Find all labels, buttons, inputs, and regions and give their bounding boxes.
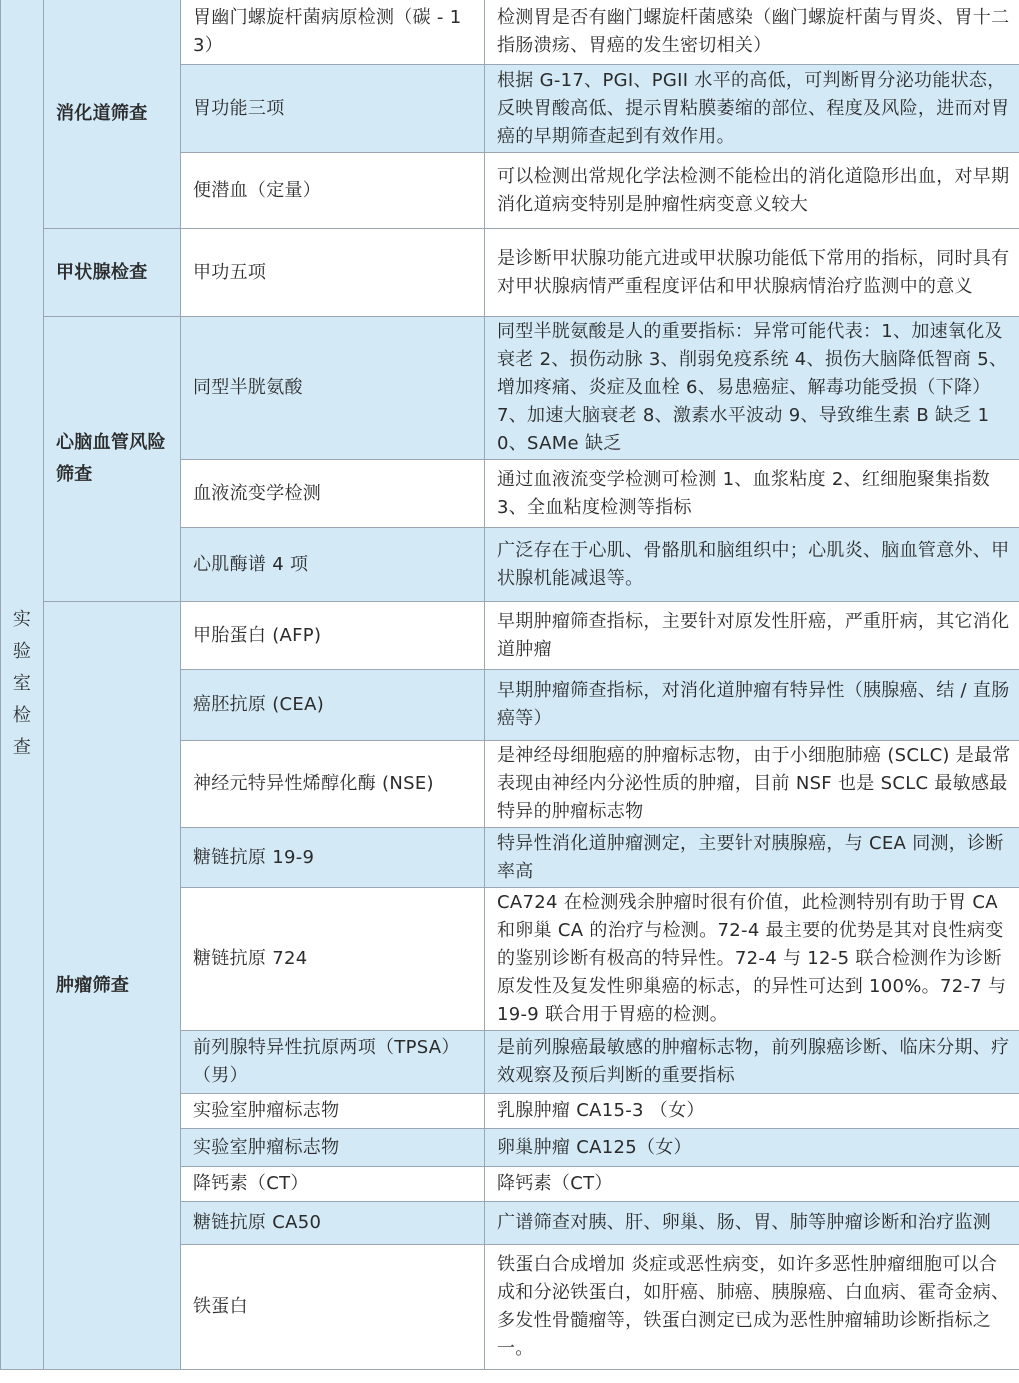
item-description: 是前列腺癌最敏感的肿瘤标志物，前列腺癌诊断、临床分期、疗效观察及预后判断的重要指标 bbox=[485, 1031, 1019, 1094]
item-name: 血液流变学检测 bbox=[181, 460, 485, 528]
group-thyroid: 甲状腺检查 bbox=[44, 229, 181, 317]
item-name: 神经元特异性烯醇化酶 (NSE) bbox=[181, 741, 485, 828]
item-name: 便潜血（定量） bbox=[181, 153, 485, 229]
item-name: 癌胚抗原 (CEA) bbox=[181, 670, 485, 741]
item-name: 糖链抗原 19-9 bbox=[181, 828, 485, 888]
item-name: 甲功五项 bbox=[181, 229, 485, 317]
table-row bbox=[1, 602, 1019, 670]
item-description: 特异性消化道肿瘤测定，主要针对胰腺癌，与 CEA 同测，诊断率高 bbox=[485, 828, 1019, 888]
item-name: 糖链抗原 724 bbox=[181, 888, 485, 1031]
item-description: 是神经母细胞癌的肿瘤标志物，由于小细胞肺癌 (SCLC) 是最常表现由神经内分泌性质的肿瘤，目前 NSF 也是 SCLC 最敏感最特异的肿瘤标志物 bbox=[485, 741, 1019, 828]
item-description: 早期肿瘤筛查指标，对消化道肿瘤有特异性（胰腺癌、结 / 直肠癌等） bbox=[485, 670, 1019, 741]
item-name: 前列腺特异性抗原两项（TPSA）（男） bbox=[181, 1031, 485, 1094]
item-description: 广谱筛查对胰、肝、卵巢、肠、胃、肺等肿瘤诊断和治疗监测 bbox=[485, 1202, 1019, 1245]
item-description: 乳腺肿瘤 CA15-3 （女） bbox=[485, 1094, 1019, 1129]
item-description: 早期肿瘤筛查指标，主要针对原发性肝癌，严重肝病，其它消化道肿瘤 bbox=[485, 602, 1019, 670]
table-row bbox=[1, 317, 1019, 460]
table-row bbox=[1, 229, 1019, 317]
group-digestive: 消化道筛查 bbox=[44, 0, 181, 229]
item-name: 铁蛋白 bbox=[181, 1245, 485, 1370]
item-description: 可以检测出常规化学法检测不能检出的消化道隐形出血，对早期消化道病变特别是肿瘤性病变意义较大 bbox=[485, 153, 1019, 229]
group-tumor: 肿瘤筛查 bbox=[44, 602, 181, 1370]
item-name: 实验室肿瘤标志物 bbox=[181, 1129, 485, 1167]
item-name: 胃功能三项 bbox=[181, 65, 485, 153]
section-label: 实验室检查 bbox=[1, 0, 44, 1370]
item-description: 是诊断甲状腺功能亢进或甲状腺功能低下常用的指标，同时具有对甲状腺病情严重程度评估和甲状腺病情治疗监测中的意义 bbox=[485, 229, 1019, 317]
item-name: 糖链抗原 CA50 bbox=[181, 1202, 485, 1245]
item-description: 同型半胱氨酸是人的重要指标：异常可能代表：1、加速氧化及衰老 2、损伤动脉 3、削弱免疫系统 4、损伤大脑降低智商 5、增加疼痛、炎症及血栓 6、易患癌症、解毒功能受损（下降）7、加速大脑衰老 8、激素水平波动 9、导致维生素 B 缺乏 10、SAMe 缺乏 bbox=[485, 317, 1019, 460]
table-row bbox=[1, 0, 1019, 65]
item-description: 降钙素（CT） bbox=[485, 1167, 1019, 1202]
item-name: 同型半胱氨酸 bbox=[181, 317, 485, 460]
item-name: 降钙素（CT） bbox=[181, 1167, 485, 1202]
item-description: 广泛存在于心肌、骨骼肌和脑组织中；心肌炎、脑血管意外、甲状腺机能减退等。 bbox=[485, 528, 1019, 602]
item-name: 甲胎蛋白 (AFP) bbox=[181, 602, 485, 670]
group-cardio: 心脑血管风险筛查 bbox=[44, 317, 181, 602]
item-description: 通过血液流变学检测可检测 1、血浆粘度 2、红细胞聚集指数 3、全血粘度检测等指标 bbox=[485, 460, 1019, 528]
item-description: 卵巢肿瘤 CA125（女） bbox=[485, 1129, 1019, 1167]
item-name: 实验室肿瘤标志物 bbox=[181, 1094, 485, 1129]
item-name: 胃幽门螺旋杆菌病原检测（碳 - 13） bbox=[181, 0, 485, 65]
item-name: 心肌酶谱 4 项 bbox=[181, 528, 485, 602]
item-description: 根据 G-17、PGI、PGII 水平的高低，可判断胃分泌功能状态，反映胃酸高低、提示胃粘膜萎缩的部位、程度及风险，进而对胃癌的早期筛查起到有效作用。 bbox=[485, 65, 1019, 153]
item-description: 检测胃是否有幽门螺旋杆菌感染（幽门螺旋杆菌与胃炎、胃十二指肠溃疡、胃癌的发生密切相关） bbox=[485, 0, 1019, 65]
item-description: CA724 在检测残余肿瘤时很有价值，此检测特别有助于胃 CA 和卵巢 CA 的治疗与检测。72-4 最主要的优势是其对良性病变的鉴别诊断有极高的特异性。72-4 与 12-5 联合检测作为诊断原发性及复发性卵巢癌的标志，的异性可达到 100%。72-7 与 19-9 联合用于胃癌的检测。 bbox=[485, 888, 1019, 1031]
item-description: 铁蛋白合成增加 炎症或恶性病变，如许多恶性肿瘤细胞可以合成和分泌铁蛋白，如肝癌、肺癌、胰腺癌、白血病、霍奇金病、多发性骨髓瘤等，铁蛋白测定已成为恶性肿瘤辅助诊断指标之一。 bbox=[485, 1245, 1019, 1370]
